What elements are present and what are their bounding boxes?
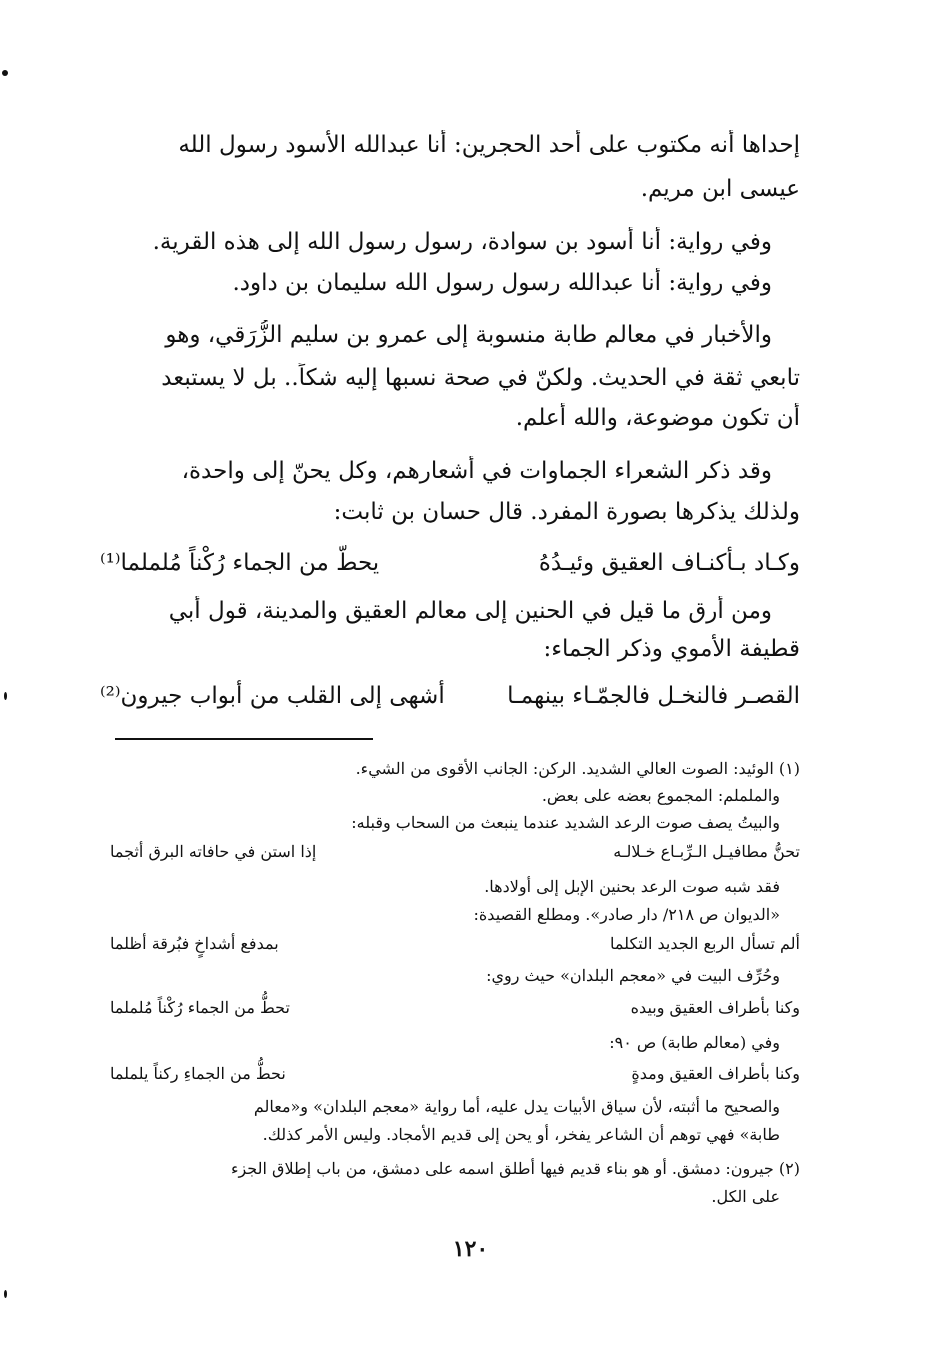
text-line: والأخبار في معالم طابة منسوبة إلى عمرو بن سليم الزُّرَقي، وهو	[165, 322, 772, 348]
footnote-line: «الديوان ص ٢١٨/ دار صادر». ومطلع القصيدة:	[473, 905, 780, 924]
verse-second-half: يحطّ من الجماء رُكْناً مُلملما⁽¹⁾	[100, 550, 380, 576]
footnote-verse	[100, 842, 800, 866]
verse-first-half: تحنُّ مطافيـل الـرِّبـاع خـلالـه	[613, 842, 800, 861]
scan-edge-mark	[2, 70, 8, 76]
scan-edge-mark	[4, 1290, 7, 1298]
verse-second-half: بمدفع أشداخٍ فبُرقة أظلما	[110, 934, 279, 953]
verse-first-half: ألم تسأل الربع الجديد التكلما	[610, 934, 800, 953]
footnote-line: والململم: المجموع بعضه على بعض.	[541, 786, 780, 805]
verse-first-half: وكنا بأطراف العقيق ومدةٍ	[631, 1064, 800, 1083]
footnote-line: والصحيح ما أثبته، لأن سياق الأبيات يدل عليه، أما رواية «معجم البلدان» و«معالم	[253, 1097, 780, 1116]
verse-second-half: تحطُّ من الجماء رُكْناً مُلملما	[110, 998, 290, 1017]
text-line: وقد ذكر الشعراء الجماوات في أشعارهم، وكل يحنّ إلى واحدة،	[181, 458, 772, 484]
footnote-line: (١) الوئيد: الصوت العالي الشديد. الركن: الجانب الأقوى من الشيء.	[355, 759, 800, 778]
poem-verse	[100, 550, 800, 584]
footnote-line: فقد شبه صوت الرعد بحنين الإبل إلى أولادها.	[484, 877, 780, 896]
verse-second-half: نحطُّ من الجماءِ ركناً يلملما	[110, 1064, 286, 1083]
footnote-line: على الكل.	[711, 1187, 780, 1206]
text-line: تابعي ثقة في الحديث. ولكنّ في صحة نسبها إليه شكاً.. بل لا يستبعد	[161, 365, 800, 391]
footnote-line: وحُرِّف البيت في «معجم البلدان» حيث روي:	[486, 966, 780, 985]
footnote-verse	[100, 998, 800, 1022]
verse-first-half: وكنا بأطراف العقيق وبيده	[630, 998, 800, 1017]
text-line: قطيفة الأموي وذكر الجماء:	[543, 636, 800, 662]
footnote-line: (٢) جيرون: دمشق. أو هو بناء قديم فيها أطلق اسمه على دمشق، من باب إطلاق الجزء	[230, 1159, 800, 1178]
page-number: ١٢٠	[452, 1236, 489, 1262]
text-line: إحداها أنه مكتوب على أحد الحجرين: أنا عبدالله الأسود رسول الله	[178, 132, 800, 158]
text-line: ومن أرق ما قيل في الحنين إلى معالم العقيق والمدينة، قول أبي	[168, 598, 772, 624]
verse-first-half: القصـر فالنخـل فالجمّـاء بينهمـا	[507, 683, 800, 709]
footnote-verse	[100, 934, 800, 958]
verse-second-half: إذا استن في حافاته البرق أثجما	[110, 842, 317, 861]
verse-second-half: أشهى إلى القلب من أبواب جيرون⁽²⁾	[100, 683, 445, 709]
footnote-line: وفي (معالم طابة) ص ٩٠:	[609, 1033, 780, 1052]
footnote-line: والبيتُ يصف صوت الرعد الشديد عندما ينبعث من السحاب وقبله:	[351, 813, 780, 832]
text-line: أن تكون موضوعة، والله أعلم.	[515, 405, 800, 431]
text-line: ولذلك يذكرها بصورة المفرد. قال حسان بن ثابت:	[333, 499, 800, 525]
text-line: عيسى ابن مريم.	[640, 176, 800, 202]
text-line: وفي رواية: أنا عبدالله رسول رسول الله سليمان بن داود.	[232, 270, 772, 296]
verse-first-half: وكـاد بـأكنـاف العقيق وئيـدُهُ	[538, 550, 800, 576]
footnote-separator	[115, 738, 373, 740]
footnote-verse	[100, 1064, 800, 1088]
scan-edge-mark	[4, 692, 7, 700]
footnote-line: طابة» فهي توهم أن الشاعر يفخر، أو يحن إلى قديم الأمجاد. وليس الأمر كذلك.	[262, 1125, 780, 1144]
text-line: وفي رواية: أنا أسود بن سوادة، رسول رسول الله إلى هذه القرية.	[152, 229, 772, 255]
poem-verse	[100, 683, 800, 717]
